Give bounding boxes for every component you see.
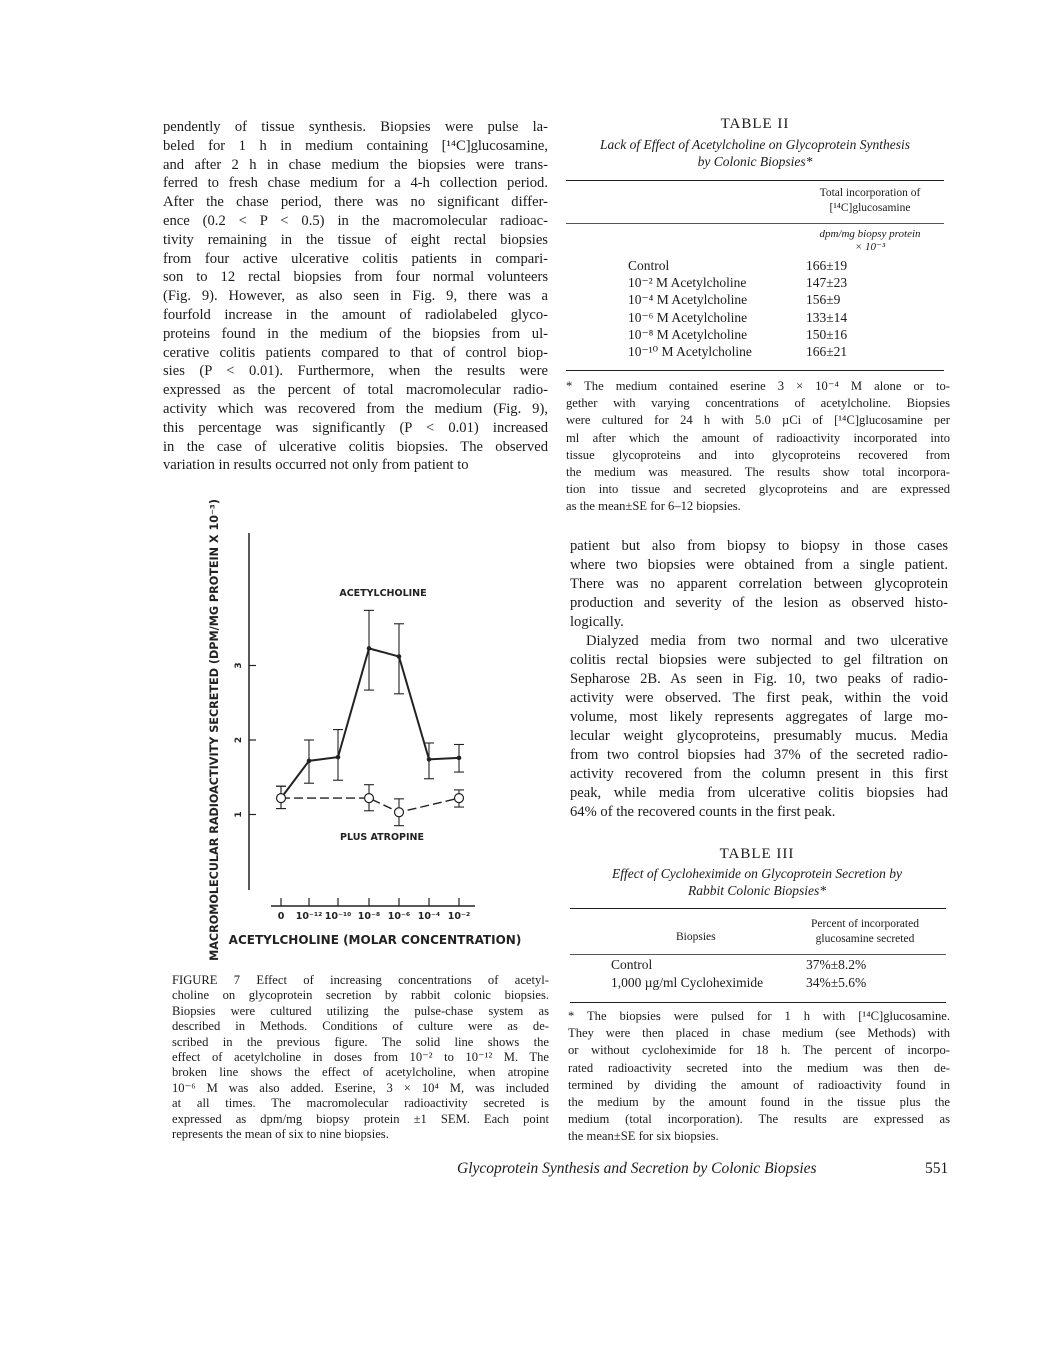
row-value: 34%±5.6% [806, 974, 867, 990]
text-line: where two biopsies were obtained from a single patient. [570, 557, 948, 573]
series-label-plus-atropine: PLUS ATROPINE [340, 832, 424, 843]
text-line: * The biopsies were pulsed for 1 h with [¹⁴C]glucosamine. [568, 1009, 950, 1023]
text-line: Dialyzed media from two normal and two ulcerative [586, 633, 948, 649]
text-line: at all times. The macromolecular radioactivity secreted is [172, 1096, 549, 1111]
text-line: scribed in the previous figure. The solid line shows the [172, 1034, 549, 1049]
text-line: as the mean±SE for 6–12 biopsies. [566, 499, 741, 514]
x-tick-label: 0 [277, 911, 285, 922]
text-line: patient but also from biopsy to biopsy in those cases [570, 538, 948, 554]
row-value: 133±14 [806, 309, 848, 325]
header-line: Percent of incorporated [811, 918, 919, 930]
data-point-filled [367, 646, 372, 651]
text-line: medium (total incorporation). The results are expressed as [568, 1112, 950, 1127]
text-line: son to 12 rectal biopsies from four normal volunteers [163, 269, 548, 286]
text-line: in the case of ulcerative colitis biopsies. The observed [163, 438, 548, 455]
text-line: tivity remaining in the tissue of eight rectal biopsies [163, 231, 548, 248]
text-line: termined by dividing the amount of radioactivity found in [568, 1077, 950, 1092]
table-3-top-rule [570, 908, 946, 909]
row-label: 10⁻⁴ M Acetylcholine [628, 292, 748, 308]
data-point-open [455, 794, 464, 803]
table-3-footnote [568, 1008, 950, 1146]
text-line: They were then placed in chase medium (see Methods) with [568, 1026, 950, 1041]
text-line: expressed as the percent of total macromolecular radio- [163, 382, 548, 399]
text-line: or without cycloheximide for 18 h. The percent of incorpo- [568, 1043, 950, 1058]
row-value: 150±16 [806, 326, 848, 342]
page-number: 551 [925, 1160, 949, 1177]
text-line: effect of acetylcholine in doses from 10⁻² to 10⁻¹² M. The [172, 1049, 549, 1064]
text-line: tion into tissue and secreted glycoproteins and are expressed [566, 482, 950, 497]
text-line: activity were observed. The first peak, within the void [570, 690, 948, 706]
data-point-open [365, 794, 374, 803]
text-line: the medium by the amount found in the tissue plus the [568, 1094, 950, 1109]
table-3-title: TABLE III [719, 846, 795, 862]
text-line: tissue glycoproteins and into glycoproteins recovered from [566, 447, 950, 462]
row-label: Control [611, 957, 653, 972]
x-tick-label: 10⁻² [447, 911, 471, 922]
text-line: After the chase period, there was no significant differ- [163, 194, 548, 211]
text-line: fourfold increase in the amount of radiolabeled glyco- [163, 306, 548, 323]
text-line: ferred to fresh chase medium for a 4-h collection period. [163, 175, 548, 192]
row-label: 10⁻¹⁰ M Acetylcholine [628, 344, 752, 359]
data-point-open [277, 794, 286, 803]
row-value: 37%±8.2% [806, 957, 867, 972]
running-title: Glycoprotein Synthesis and Secretion by Colonic Biopsies [457, 1160, 817, 1177]
x-tick-label: 10⁻⁴ [417, 911, 441, 922]
text-line: peak, while media from ulcerative colitis biopsies had [570, 785, 948, 801]
y-tick-label: 3 [234, 662, 244, 669]
header-line: [¹⁴C]glucosamine [829, 202, 911, 214]
row-value: 156±9 [806, 292, 841, 308]
table-3-header-rule [570, 954, 946, 955]
table-2-top-rule [566, 180, 944, 181]
x-tick-label: 10⁻⁸ [357, 911, 381, 922]
text-line: 10⁻⁶ M was also added. Eserine, 3 × 10⁴ M, was included [172, 1080, 549, 1095]
text-line: Sepharose 2B. As seen in Fig. 10, two peaks of radio- [570, 671, 948, 687]
table-2-units [790, 228, 950, 254]
text-line: 64% of the recovered counts in the first peak. [570, 804, 836, 820]
table-2-caption [565, 136, 945, 170]
caption-line: Rabbit Colonic Biopsies* [688, 883, 826, 898]
text-line: described in Methods. Conditions of culture were as de- [172, 1019, 549, 1034]
text-line: activity recovered from the column present in this first [570, 766, 948, 782]
table-2-header-rule [566, 223, 944, 224]
data-point-filled [397, 654, 402, 659]
x-tick-label: 10⁻¹⁰ [324, 911, 352, 922]
text-line: lecular weight glycoproteins, presumably mucus. Media [570, 728, 948, 744]
caption-line: Effect of Cycloheximide on Glycoprotein Secretion by [612, 866, 902, 881]
text-line: broken line shows the effect of acetylcholine, when atropine [172, 1065, 549, 1080]
text-line: ence (0.2 < P < 0.5) in the macromolecular radioac- [163, 212, 548, 229]
row-label: 10⁻² M Acetylcholine [628, 275, 747, 291]
table-2-footnote [566, 378, 950, 516]
text-line: rated radioactivity secreted into the medium was then de- [568, 1060, 950, 1075]
units-line: dpm/mg biopsy protein [819, 228, 921, 240]
text-line: gether with varying concentrations of acetylcholine. Biopsies [566, 396, 950, 411]
x-tick-label: 10⁻⁶ [387, 911, 411, 922]
row-value: 147±23 [806, 275, 848, 291]
table-2-bottom-rule [566, 370, 944, 371]
row-label: 1,000 µg/ml Cycloheximide [611, 974, 764, 990]
text-line: the medium was measured. The results show total incorpora- [566, 464, 950, 479]
text-line: from two control biopsies had 37% of the secreted radio- [570, 747, 948, 763]
x-tick-label: 10⁻¹² [295, 911, 323, 922]
text-line: FIGURE 7 Effect of increasing concentrations of acetyl- [172, 973, 549, 987]
text-line: represents the mean of six to nine biopsies. [172, 1126, 389, 1141]
text-line: logically. [570, 614, 624, 630]
text-line: (Fig. 9). However, as also seen in Fig. 9, there was a [163, 288, 548, 305]
right-column-text [570, 537, 948, 822]
text-line: colitis rectal biopsies were subjected to gel filtration on [570, 652, 948, 668]
data-point-open [395, 808, 404, 817]
caption-line: by Colonic Biopsies* [697, 154, 813, 169]
y-axis-label: MACROMOLECULAR RADIOACTIVITY SECRETED (DPM/MG PROTEIN X 10⁻³) [208, 499, 221, 961]
text-line: volume, most likely represents aggregates of large mo- [570, 709, 948, 725]
text-line: There was no apparent correlation between glycoprotein [570, 576, 948, 592]
row-value: 166±19 [806, 258, 848, 273]
header-line: glucosamine secreted [815, 933, 915, 945]
text-line: were cultured for 24 h with 5.0 µCi of [¹⁴C]glucosamine per [566, 413, 950, 428]
text-line: variation in results occurred not only from patient to [163, 457, 469, 474]
text-line: * The medium contained eserine 3 × 10⁻⁴ M alone or to- [566, 379, 950, 393]
series-line-acetylcholine [281, 648, 459, 798]
row-label: 10⁻⁶ M Acetylcholine [628, 309, 748, 325]
text-line: proteins found in the medium of the biopsies from ul- [163, 325, 548, 342]
text-line: pendently of tissue synthesis. Biopsies were pulse la- [163, 119, 548, 135]
data-point-filled [336, 755, 341, 760]
text-line: choline on glycoprotein secretion by rabbit colonic biopsies. [172, 988, 549, 1003]
data-point-filled [457, 756, 462, 761]
data-point-filled [427, 757, 432, 762]
y-tick-label: 1 [234, 811, 244, 818]
text-line: from four active ulcerative colitis patients in compari- [163, 250, 548, 267]
table-2-title: TABLE II [720, 116, 790, 132]
row-label: Control [628, 258, 670, 273]
text-line: and after 2 h in chase medium the biopsies were trans- [163, 156, 548, 173]
table-3-caption [568, 865, 946, 899]
y-tick-label: 2 [234, 736, 244, 744]
table-2-column-header [790, 186, 950, 216]
text-line: activity which was recovered from the medium (Fig. 9), [163, 400, 548, 417]
text-line: ml after which the amount of radioactivity incorporated into [566, 430, 950, 445]
table-3-col2-header [790, 917, 940, 947]
x-axis-label: ACETYLCHOLINE (MOLAR CONCENTRATION) [228, 933, 522, 947]
text-line: Biopsies were cultured utilizing the pulse-chase system as [172, 1003, 549, 1018]
text-line: production and severity of the lesion as observed histo- [570, 595, 948, 611]
figure-7-caption [172, 973, 549, 1142]
text-line: sies (P < 0.01). Furthermore, when the results were [163, 363, 548, 380]
text-line: the mean±SE for six biopsies. [568, 1129, 719, 1144]
text-line: expressed as dpm/mg biopsy protein ±1 SEM. Each point [172, 1111, 549, 1126]
header-line: Total incorporation of [819, 187, 921, 199]
units-line: × 10⁻³ [854, 241, 886, 253]
row-value: 166±21 [806, 344, 848, 359]
text-line: beled for 1 h in medium containing [¹⁴C]glucosamine, [163, 137, 548, 154]
table-3-bottom-rule [570, 1002, 946, 1003]
series-label-acetylcholine: ACETYLCHOLINE [339, 588, 427, 599]
table-3-col1-header: Biopsies [676, 931, 716, 943]
text-line: cerative colitis patients compared to that of control biop- [163, 344, 548, 361]
data-point-filled [307, 759, 312, 764]
row-label: 10⁻⁸ M Acetylcholine [628, 326, 748, 342]
caption-line: Lack of Effect of Acetylcholine on Glycoprotein Synthesis [599, 137, 911, 152]
text-line: this percentage was significantly (P < 0.01) increased [163, 419, 548, 436]
